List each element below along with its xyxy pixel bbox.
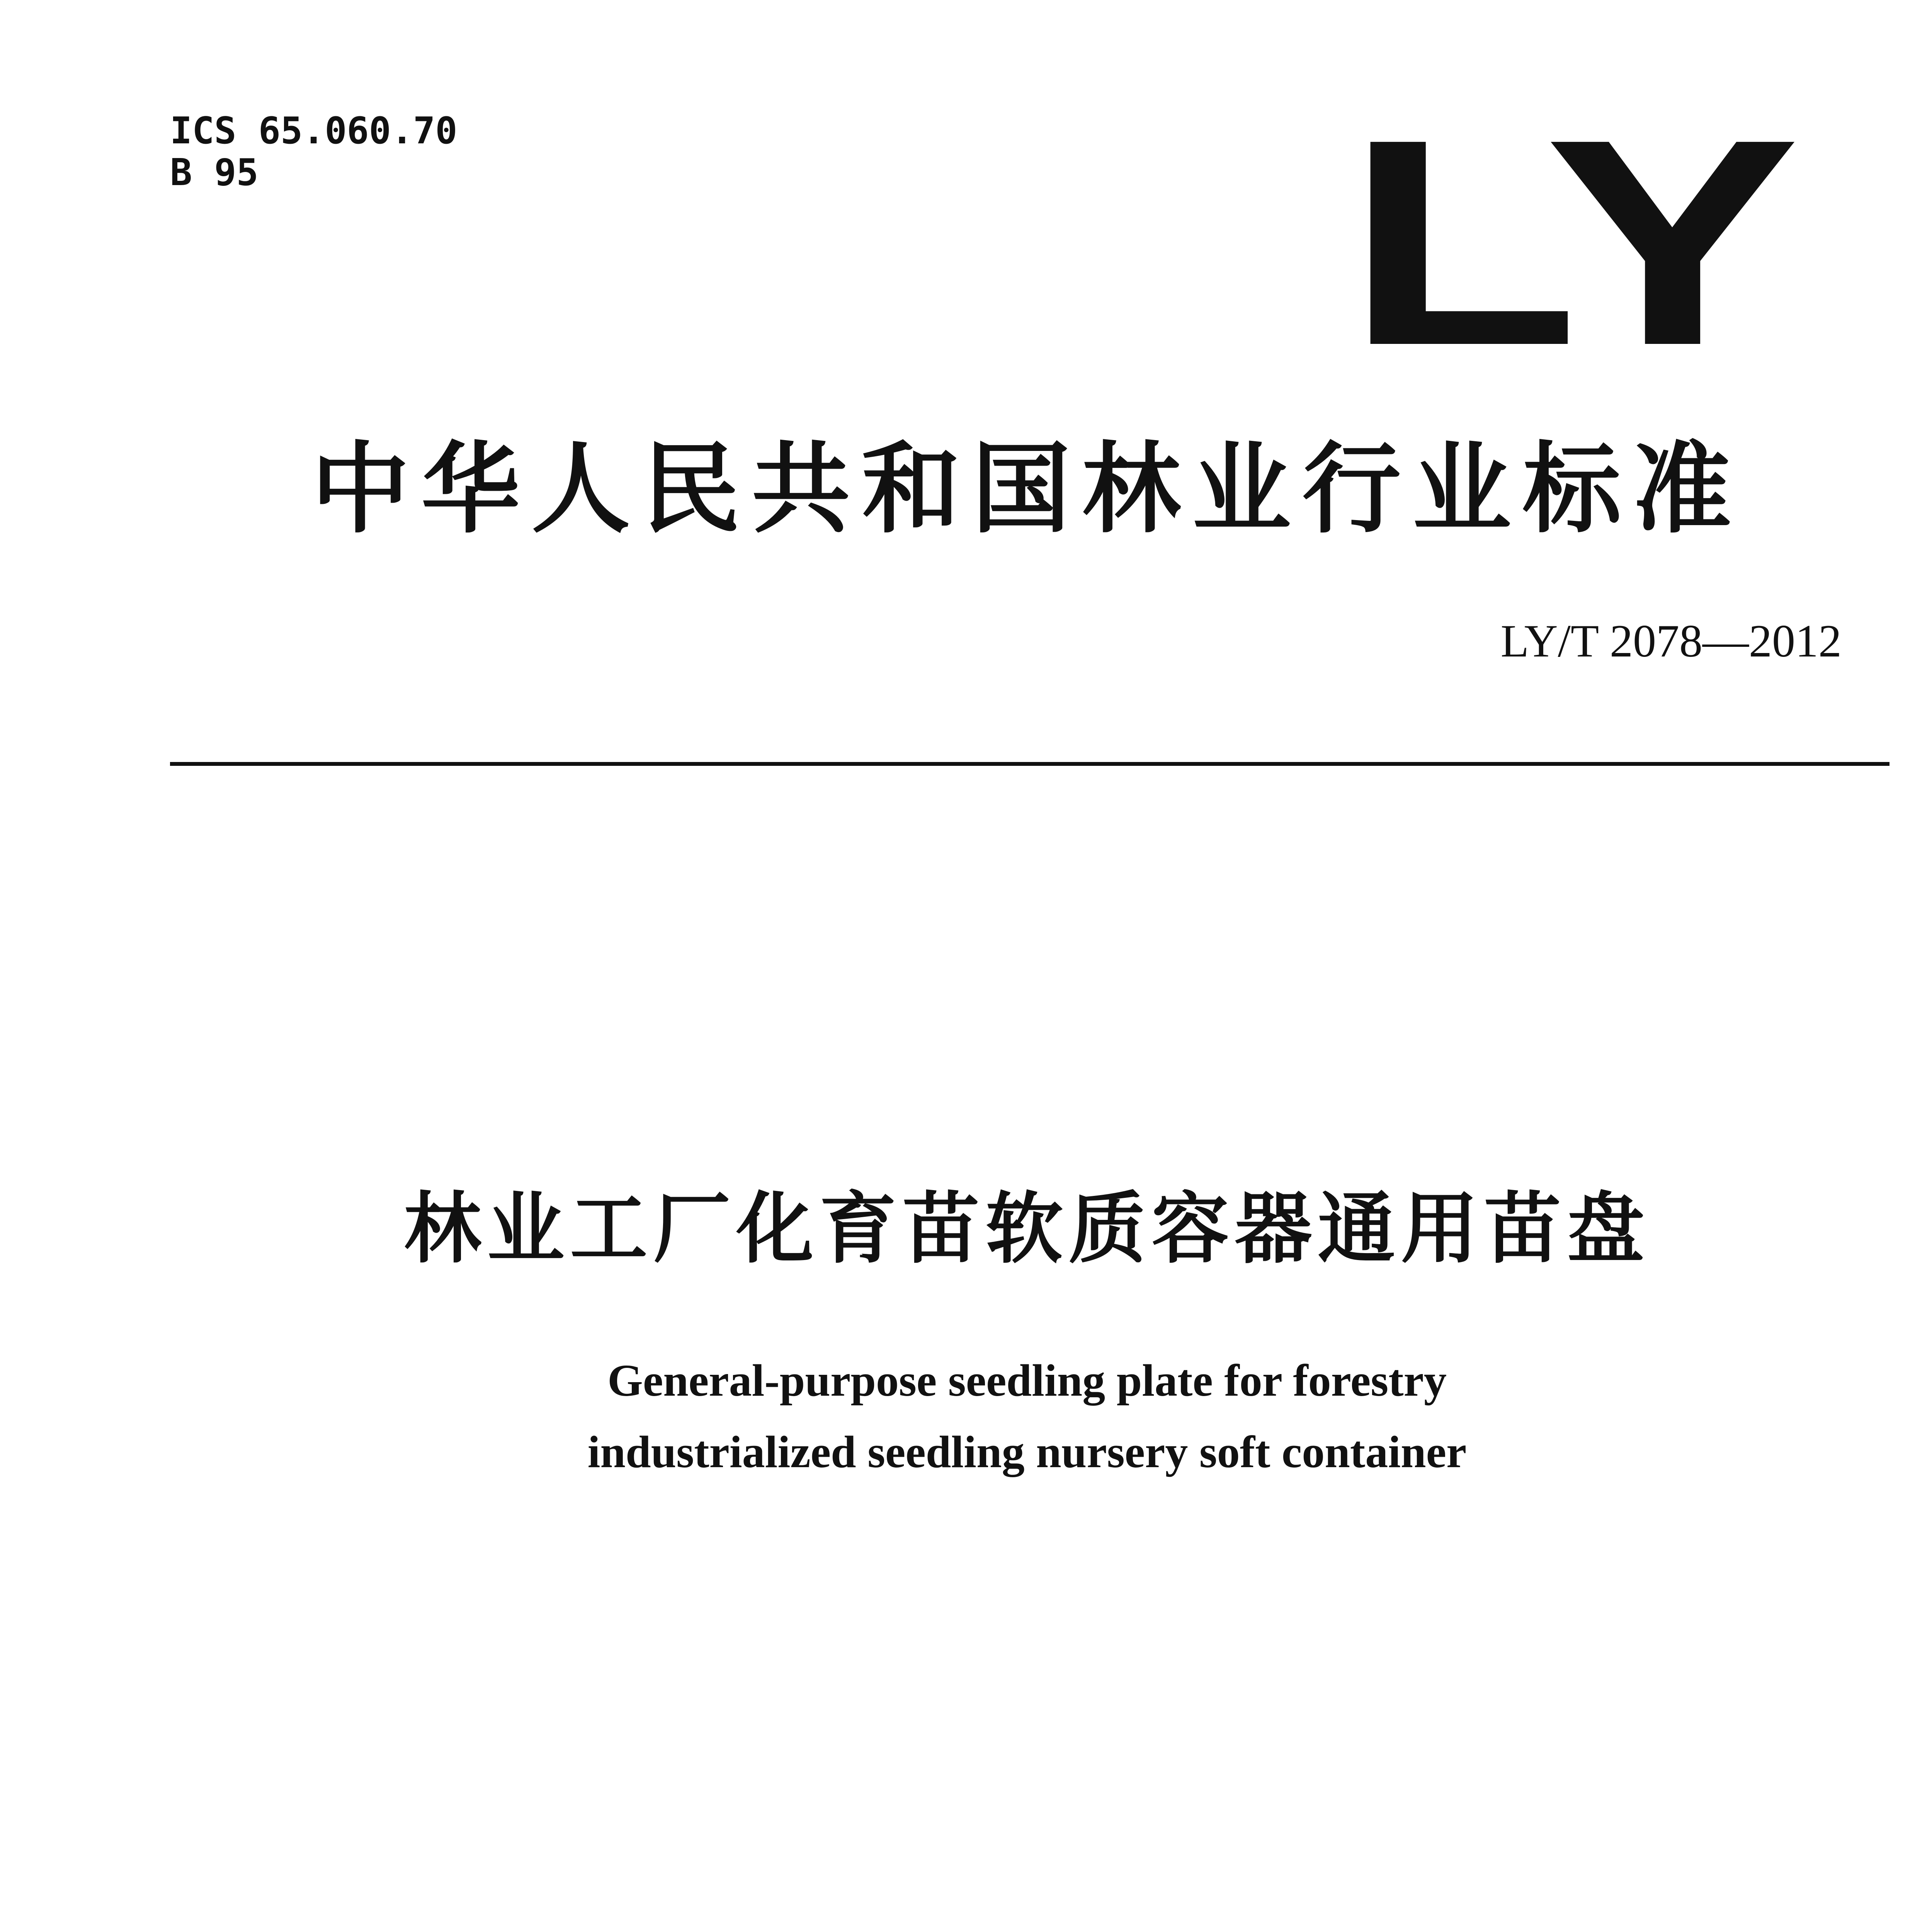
- classification-codes: [170, 110, 457, 194]
- standard-mark-logo: [1341, 128, 1804, 352]
- ly-logo-graphic: [1341, 128, 1804, 352]
- header-divider: [170, 762, 1889, 766]
- standard-number: LY/T 2078—2012: [1500, 615, 1842, 667]
- title-en-line-2: industrialized seedling nursery soft container: [587, 1427, 1467, 1477]
- ly-mark-text: LY: [1345, 128, 1801, 352]
- document-title-en: [0, 1345, 1932, 1488]
- ccs-code: B 95: [170, 151, 259, 194]
- ics-code: ICS 65.060.70: [170, 110, 457, 152]
- document-title-cn: 林业工厂化育苗软质容器通用苗盘: [404, 1184, 1650, 1274]
- standard-type-title: 中华人民共和国林业行业标准: [311, 432, 1743, 547]
- title-en-line-1: General-purpose seedling plate for forestry: [607, 1355, 1447, 1406]
